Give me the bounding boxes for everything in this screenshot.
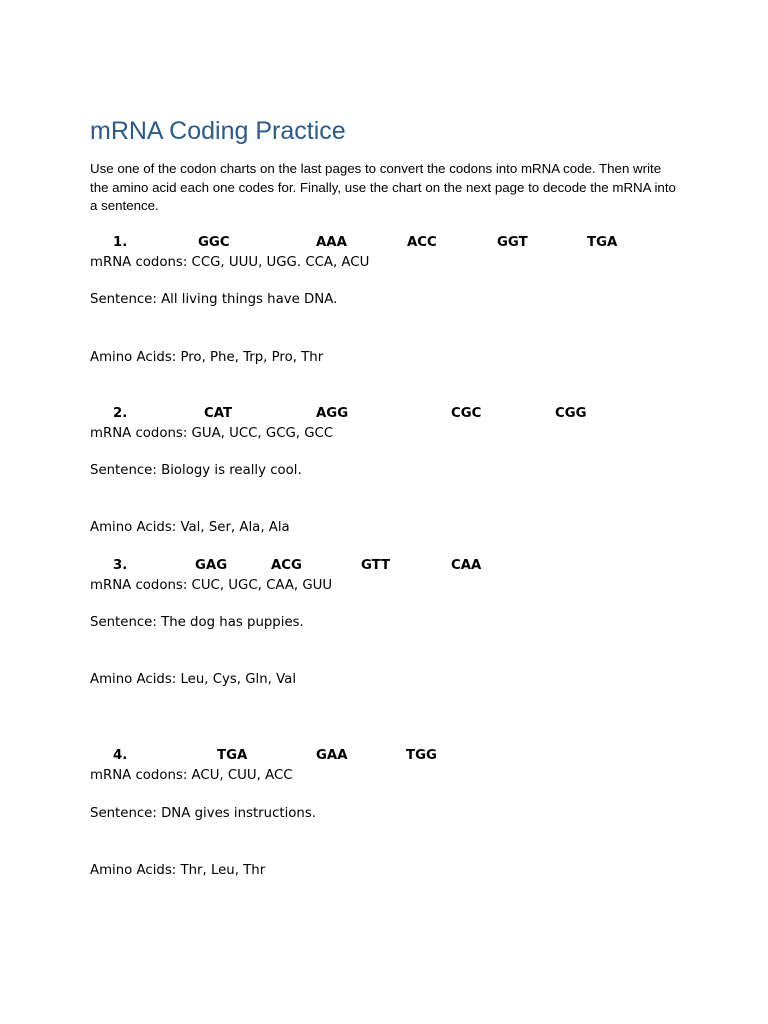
- sentence-line: Sentence: Biology is really cool.: [90, 463, 302, 478]
- dna-codon: CAT: [204, 406, 233, 421]
- problem-1: [0, 235, 768, 365]
- mrna-codons-line: mRNA codons: CCG, UUU, UGG. CCA, ACU: [90, 255, 370, 270]
- amino-acids-line: Amino Acids: Thr, Leu, Thr: [90, 863, 266, 878]
- dna-codon: GAA: [316, 748, 348, 763]
- sentence-line: Sentence: The dog has puppies.: [90, 615, 304, 630]
- codon-row: [0, 235, 768, 255]
- problem-number: 1.: [113, 235, 128, 250]
- dna-codon: CGC: [451, 406, 482, 421]
- dna-codon: GGT: [497, 235, 528, 250]
- dna-codon: CAA: [451, 558, 482, 573]
- dna-codon: AGG: [316, 406, 349, 421]
- problem-4: [0, 748, 768, 878]
- dna-codon: TGG: [406, 748, 437, 763]
- problem-number: 4.: [113, 748, 128, 763]
- dna-codon: ACG: [271, 558, 302, 573]
- dna-codon: GAG: [195, 558, 228, 573]
- instructions-paragraph: Use one of the codon charts on the last pages to convert the codons into mRNA code. Then write the amino acid each one codes for. Finally, use the chart on the next page to decode the mRNA into a sentence.: [90, 161, 676, 213]
- amino-acids-line: Amino Acids: Pro, Phe, Trp, Pro, Thr: [90, 350, 324, 365]
- problem-number: 2.: [113, 406, 128, 421]
- dna-codon: TGA: [587, 235, 618, 250]
- problem-number: 3.: [113, 558, 128, 573]
- dna-codon: GGC: [198, 235, 230, 250]
- dna-codon: ACC: [407, 235, 437, 250]
- codon-row: [0, 558, 768, 578]
- codon-row: [0, 406, 768, 426]
- mrna-codons-line: mRNA codons: ACU, CUU, ACC: [90, 768, 293, 783]
- sentence-line: Sentence: All living things have DNA.: [90, 292, 338, 307]
- problem-3: [0, 558, 768, 687]
- codon-row: [0, 748, 768, 768]
- mrna-codons-line: mRNA codons: GUA, UCC, GCG, GCC: [90, 426, 334, 441]
- dna-codon: AAA: [316, 235, 347, 250]
- amino-acids-line: Amino Acids: Val, Ser, Ala, Ala: [90, 520, 290, 535]
- dna-codon: CGG: [555, 406, 587, 421]
- sentence-line: Sentence: DNA gives instructions.: [90, 806, 317, 821]
- page-title: mRNA Coding Practice: [90, 117, 346, 145]
- amino-acids-line: Amino Acids: Leu, Cys, Gln, Val: [90, 672, 297, 687]
- dna-codon: GTT: [361, 558, 391, 573]
- mrna-codons-line: mRNA codons: CUC, UGC, CAA, GUU: [90, 578, 333, 593]
- dna-codon: TGA: [217, 748, 248, 763]
- problem-2: [0, 406, 768, 535]
